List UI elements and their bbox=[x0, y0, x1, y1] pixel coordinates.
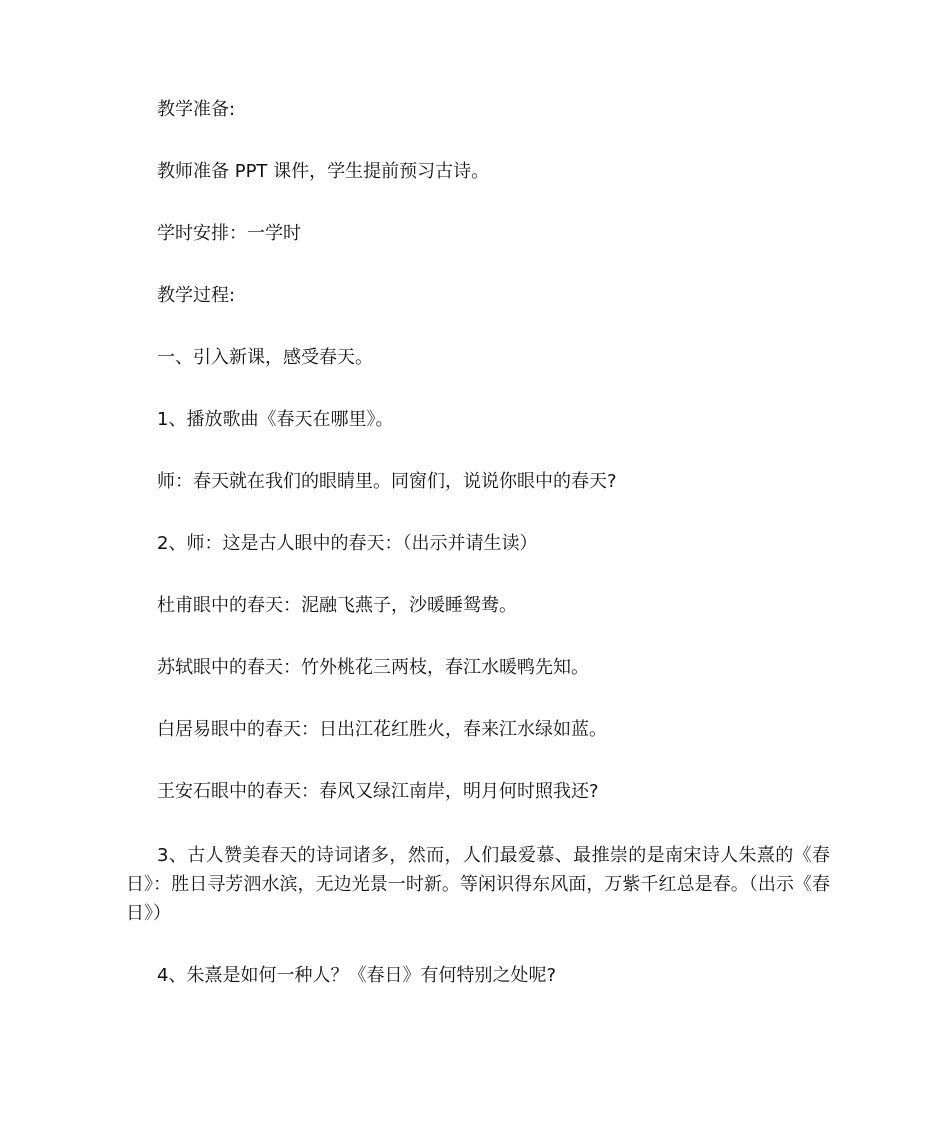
paragraph-class-hours: 学时安排：一学时 bbox=[157, 223, 301, 244]
paragraph-wang-anshi: 王安石眼中的春天：春风又绿江南岸，明月何时照我还? bbox=[157, 781, 599, 802]
paragraph-bai-juyi: 白居易眼中的春天：日出江花红胜火，春来江水绿如蓝。 bbox=[157, 719, 607, 740]
paragraph-teacher-question: 师：春天就在我们的眼睛里。同窗们，说说你眼中的春天? bbox=[157, 471, 617, 492]
paragraph-item-2: 2、师：这是古人眼中的春天：（出示并请生读） bbox=[157, 533, 538, 554]
paragraph-teacher-preparation: 教师准备 PPT 课件，学生提前预习古诗。 bbox=[157, 161, 490, 182]
paragraph-su-shi: 苏轼眼中的春天：竹外桃花三两枝，春江水暖鸭先知。 bbox=[157, 657, 589, 678]
paragraph-du-fu: 杜甫眼中的春天：泥融飞燕子，沙暖睡鸳鸯。 bbox=[157, 595, 517, 616]
paragraph-item-4: 4、朱熹是如何一种人？《春日》有何特别之处呢? bbox=[157, 965, 557, 986]
paragraph-teaching-process-heading: 教学过程: bbox=[157, 285, 236, 306]
paragraph-item-1: 1、播放歌曲《春天在哪里》。 bbox=[157, 409, 394, 430]
paragraph-teaching-preparation-heading: 教学准备: bbox=[157, 99, 236, 120]
paragraph-section-one: 一、引入新课，感受春天。 bbox=[157, 347, 373, 368]
paragraph-item-3: 3、古人赞美春天的诗词诸多，然而，人们最爱慕、最推崇的是南宋诗人朱熹的《春日》：胜日寻芳泗水滨，无边光景一时新。等闲识得东风面，万紫千红总是春。（出示《春日》） bbox=[126, 845, 830, 924]
